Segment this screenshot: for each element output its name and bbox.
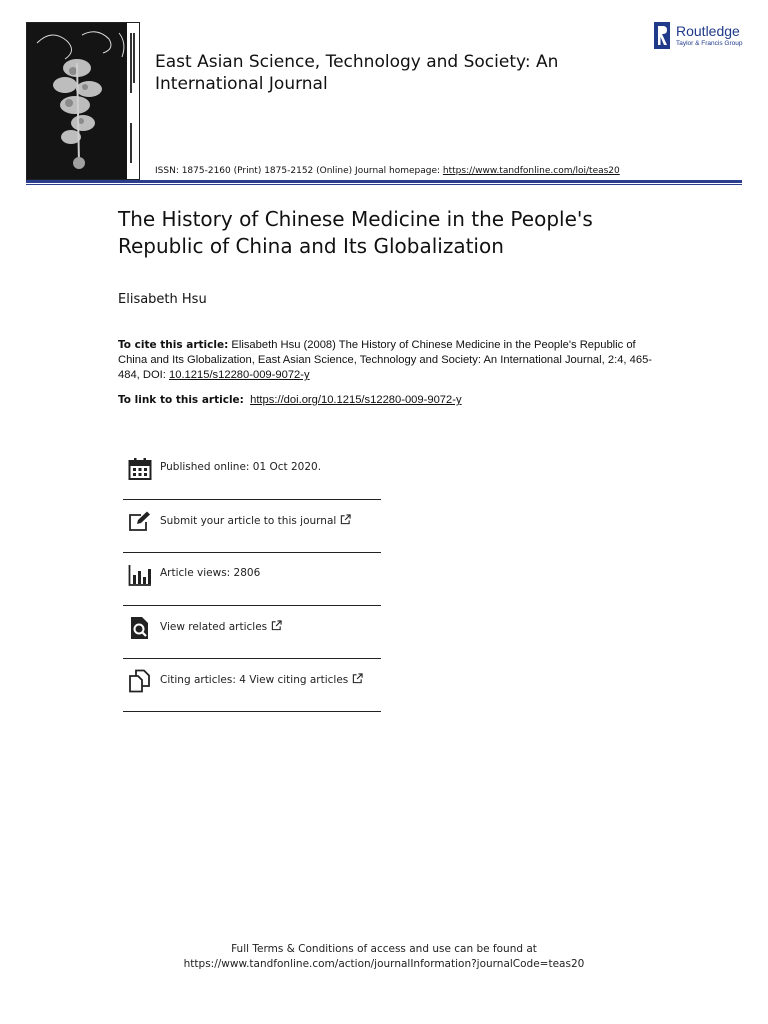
cover-illustration [27,23,139,179]
external-link-icon [271,620,282,631]
calendar-icon [128,457,152,481]
edit-icon [128,510,152,534]
published-online-item [123,447,381,500]
article-views-item [123,553,381,606]
citation-doi-link[interactable]: 10.1215/s12280-009-9072-y [169,369,310,381]
publisher-group: Taylor & Francis Group [676,40,743,47]
journal-cover-image [26,22,140,180]
related-articles-item[interactable] [123,606,381,659]
header-rule-thin [26,184,742,185]
publisher-logo [654,22,754,52]
citing-articles-icon [128,669,152,693]
issn-text: ISSN: 1875-2160 (Print) 1875-2152 (Online) Journal homepage: [155,166,443,176]
article-title: The History of Chinese Medicine in the People's Republic of China and Its Globalization [118,207,593,258]
bar-chart-icon [128,563,152,587]
search-document-icon [128,616,152,640]
article-info-list [123,447,381,712]
published-online-text: Published online: 01 Oct 2020. [160,461,322,473]
submit-article-item[interactable] [123,500,381,553]
submit-article-text: Submit your article to this journal [160,515,337,527]
article-views-text: Article views: 2806 [160,567,261,579]
submit-article-link[interactable] [160,514,351,527]
citing-articles-text: Citing articles: 4 View citing articles [160,674,349,686]
journal-title: East Asian Science, Technology and Society: An International Journal [155,52,559,94]
journal-homepage-link[interactable]: https://www.tandfonline.com/loi/teas20 [442,166,620,176]
external-link-icon [352,673,363,684]
footer-terms-link[interactable]: https://www.tandfonline.com/action/journalInformation?journalCode=teas20 [183,958,585,970]
footer-terms [0,942,768,972]
article-link-label: To link to this article: [118,394,244,406]
header-rule [26,180,742,183]
footer-terms-text: Full Terms & Conditions of access and use can be found at [231,943,537,955]
citation-label: To cite this article: [118,339,229,351]
related-articles-link[interactable] [160,620,282,633]
citing-articles-link[interactable] [160,673,363,686]
citation-block [118,338,658,383]
article-author: Elisabeth Hsu [118,292,207,307]
article-link-line [118,394,462,406]
article-doi-url-link[interactable]: https://doi.org/10.1215/s12280-009-9072-y [250,394,462,406]
external-link-icon [340,514,351,525]
publisher-name: Routledge [676,23,740,39]
related-articles-text: View related articles [160,621,268,633]
citation-text: Elisabeth Hsu (2008) The History of Chinese Medicine in the People's Republic of China and Its Globalization, East Asian Science, Technology and Society: An International Journal, 2:4, 465-484, DOI: [118,339,653,381]
routledge-logo-icon [654,22,670,49]
issn-line [155,166,620,176]
citing-articles-item[interactable] [123,659,381,712]
